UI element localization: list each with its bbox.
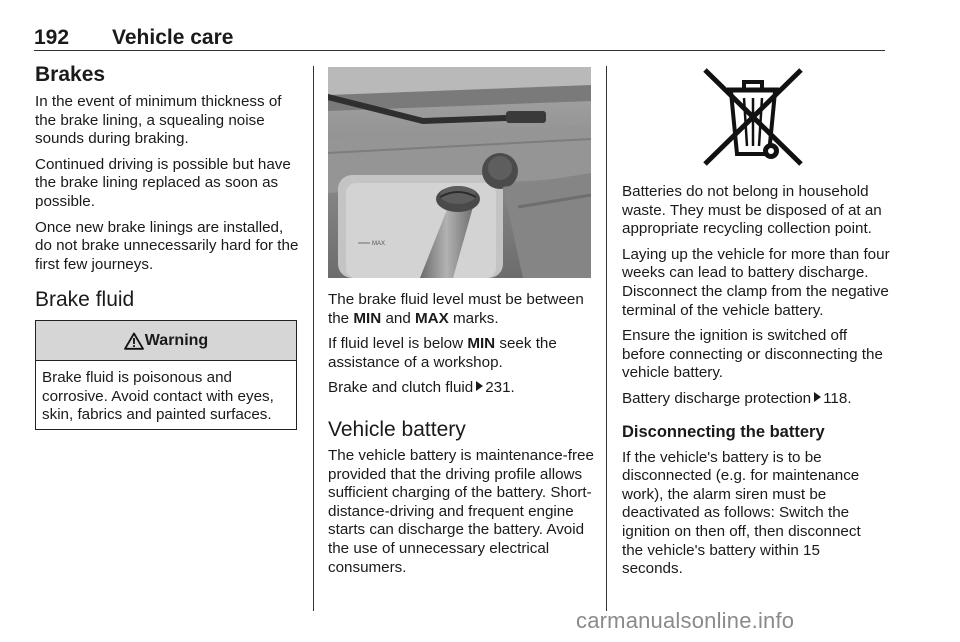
battery-intro: The vehicle battery is maintenance-free provided that the driving profile allows sufficient charging of the battery. Short-distance-driving and frequent engine starts can discharge the battery. Avoid the use of unnecessary electrical consumers. [328,446,594,576]
battery-ignition-text: Ensure the ignition is switched off before connecting or disconnecting the vehicle battery. [622,327,883,382]
max-mark: MAX [415,309,449,327]
warning-title: Warning [144,331,209,349]
brakes-paragraph: Once new brake linings are installed, do not brake unnecessarily hard for the first few journeys. [35,218,299,273]
watermark: carmanualsonline.info [576,608,795,633]
section-title: Vehicle care [112,26,234,49]
column-divider-2 [606,66,607,611]
brakes-paragraph: In the event of minimum thickness of the brake lining, a squealing noise sounds during braking. [35,93,282,148]
brake-fluid-reservoir-photo [328,67,591,278]
reservoir-max-label: MAX [372,241,386,247]
header-rule [34,50,885,51]
disconnecting-text: If the vehicle's battery is to be disconnected (e.g. for maintenance work), the alarm siren must be deactivated as follows: Switch the ignition on then off, then disconnect the vehicle's battery within 15 seconds. [622,448,861,578]
fluid-reference-page[interactable]: 231. [485,379,515,397]
fluid-level-text: The brake fluid level must be between the MIN and MAX marks. [328,291,584,327]
column-2 [328,291,596,584]
battery-reference-page[interactable]: 118. [823,389,852,407]
disconnecting-battery-heading: Disconnecting the battery [622,422,825,441]
battery-reference: Battery discharge protection 118. [622,389,852,407]
page-reference-arrow-icon [814,392,821,402]
crossed-out-wheeled-bin-icon [699,66,807,166]
warning-box [35,320,297,430]
fluid-below-text: If fluid level is below MIN seek the assistance of a workshop. [328,335,557,371]
page-number: 192 [34,26,70,49]
min-mark: MIN [353,309,382,327]
warning-triangle-icon [124,332,144,350]
engine-bay-illustration [328,67,591,278]
brakes-heading: Brakes [35,63,106,86]
warning-text: Brake fluid is poisonous and corrosive. Avoid contact with eyes, skin, fabrics and painted surfaces. [42,369,274,424]
page-reference-arrow-icon [476,381,483,391]
brakes-paragraph: Continued driving is possible but have the brake lining replaced as soon as possible. [35,155,291,210]
battery-disposal-text: Batteries do not belong in household waste. They must be disposed of at an appropriate recycling collection point. [622,183,882,238]
column-3 [622,183,892,586]
column-1 [35,62,303,281]
warning-header [36,321,296,361]
fluid-reference: Brake and clutch fluid 231. [328,379,515,397]
column-divider-1 [313,66,314,611]
brake-fluid-heading: Brake fluid [35,288,135,311]
battery-layup-text: Laying up the vehicle for more than four weeks can lead to battery discharge. Disconnect the clamp from the negative terminal of the vehicle battery. [622,245,890,319]
vehicle-battery-heading: Vehicle battery [328,417,466,441]
page-header [34,26,884,50]
